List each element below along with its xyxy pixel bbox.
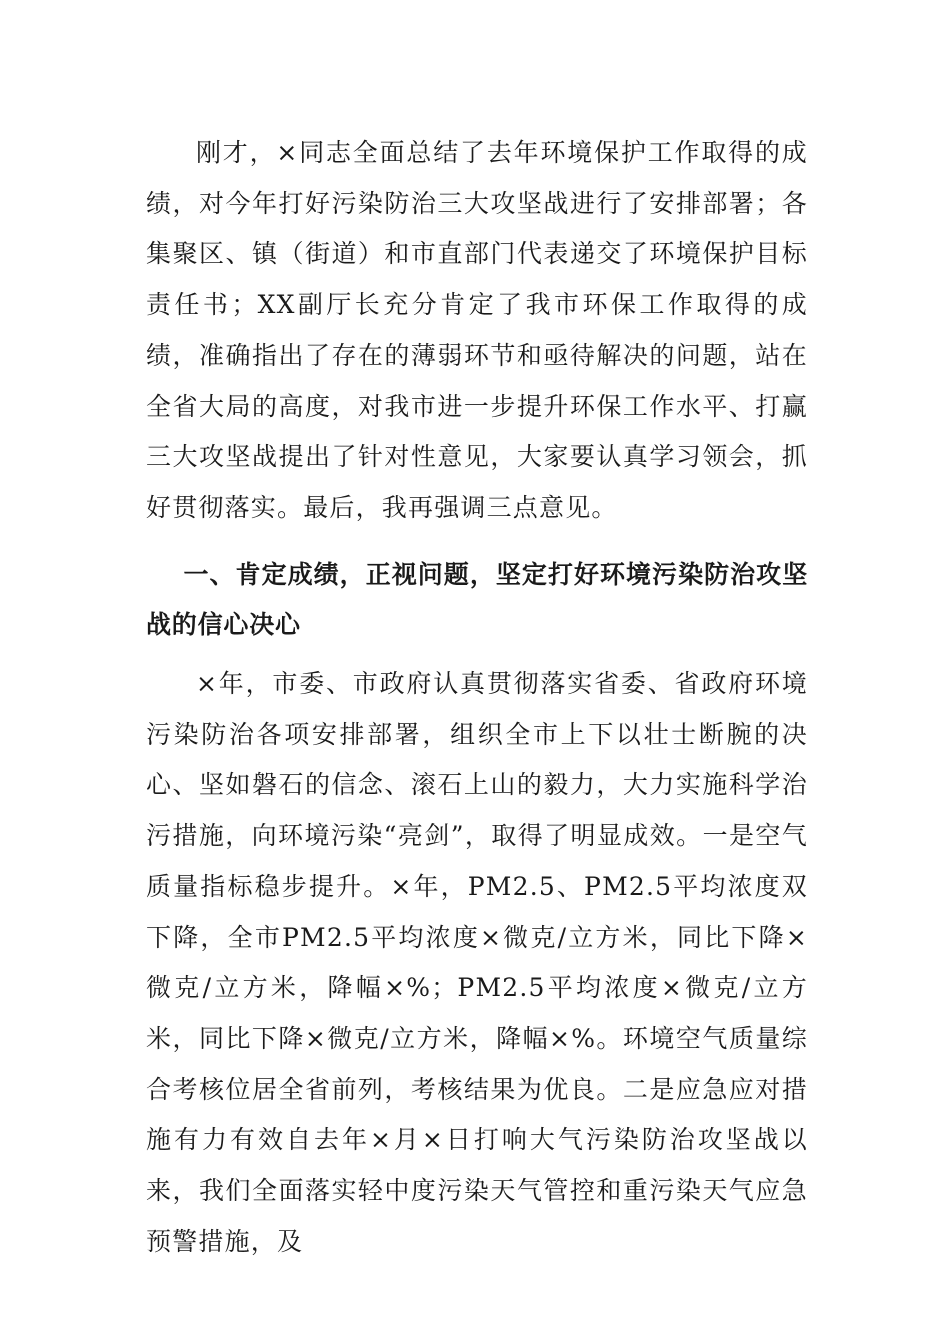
section-1-paragraph: ×年，市委、市政府认真贯彻落实省委、省政府环境污染防治各项安排部署，组织全市上下以壮士断腕的决心、坚如磐石的信念、滚石上山的毅力，大力实施科学治污措施，向环境污染“亮剑”，取得了明显成效。一是空气质量指标稳步提升。×年，PM2.5、PM2.5平均浓度双下降，全市PM2.5平均浓度×微克/立方米，同比下降×微克/立方米，降幅×%；PM2.5平均浓度×微克/立方米，同比下降×微克/立方米，降幅×%。环境空气质量综合考核位居全省前列，考核结果为优良。二是应急应对措施有力有效自去年×月×日打响大气污染防治攻坚战以来，我们全面落实轻中度污染天气管控和重污染天气应急预警措施，及 [146,669,808,1256]
opening-paragraph: 刚才，×同志全面总结了去年环境保护工作取得的成绩，对今年打好污染防治三大攻坚战进行了安排部署；各集聚区、镇（街道）和市直部门代表递交了环境保护目标责任书；XX副厅长充分肯定了我市环保工作取得的成绩，准确指出了存在的薄弱环节和亟待解决的问题，站在全省大局的高度，对我市进一步提升环保工作水平、打赢三大攻坚战提出了针对性意见，大家要认真学习领会，抓好贯彻落实。最后，我再强调三点意见。 [146,138,808,522]
document-page [146,128,808,1267]
section-heading-1: 一、肯定成绩，正视问题，坚定打好环境污染防治攻坚战的信心决心 [146,559,808,640]
